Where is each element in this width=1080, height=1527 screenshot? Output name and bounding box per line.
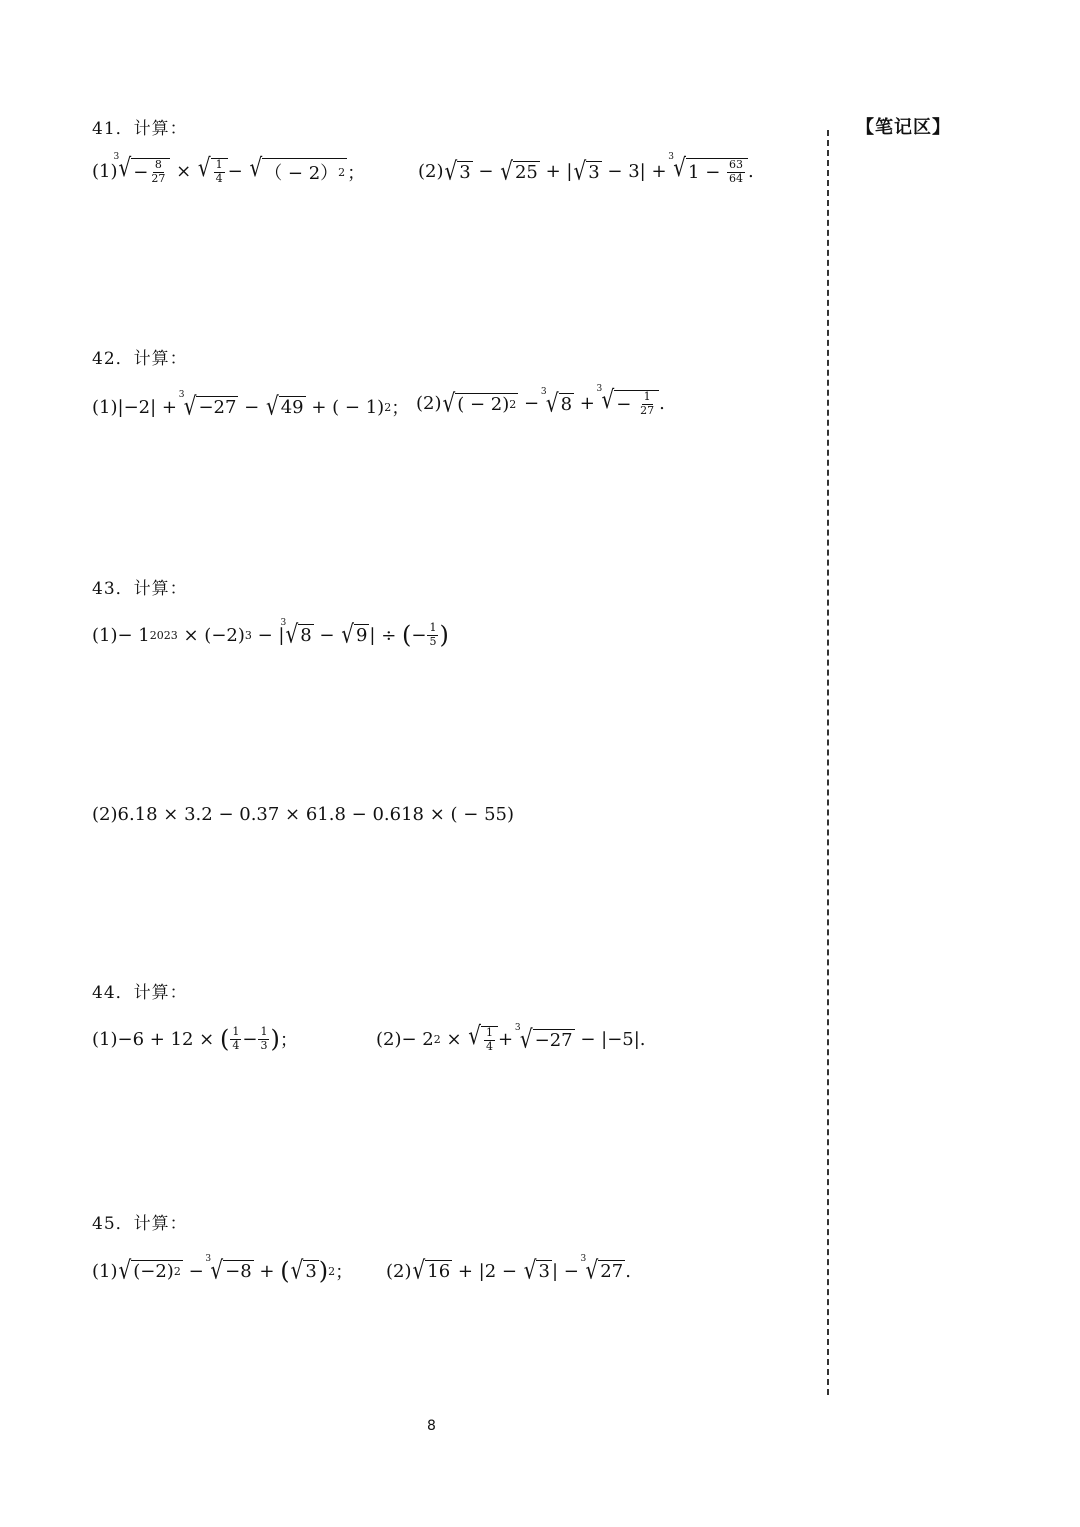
problem-45-part-2: (2) √ 16 + |2 − √ 3 | − 3 √ 27 . bbox=[386, 1254, 631, 1285]
problem-45-part-1: (1) √ (−2) 2 − 3 √ −8 + ( √ 3 ) 2 ； bbox=[92, 1254, 354, 1285]
page-number: 8 bbox=[427, 1418, 436, 1434]
part-label: (2) bbox=[418, 161, 444, 183]
problem-42-heading: 42．计算： bbox=[92, 349, 188, 369]
problem-43-heading: 43．计算： bbox=[92, 579, 188, 599]
part-label: (1) bbox=[92, 624, 118, 646]
part-label: (1) bbox=[92, 1028, 118, 1050]
problem-41-part-2: (2) √ 3 − √ 25 + | √ 3 − 3| + 3 √ 1 − $\frac{63}{64}$ . bbox=[418, 152, 754, 186]
part-label: (1) bbox=[92, 161, 118, 183]
part-label: (2) bbox=[386, 1260, 412, 1282]
problem-43-part-1: (1) − 1 2023 × (−2) 3 − | 3 √ 8 − √ 9 | ÷ ( − $\frac{1}{5}$ ) bbox=[92, 618, 449, 650]
problem-45-heading: 45．计算： bbox=[92, 1214, 188, 1234]
part-label: (1) bbox=[92, 1260, 118, 1282]
problem-44-heading: 44．计算： bbox=[92, 983, 188, 1003]
problem-43-part-2: (2)6.18 × 3.2 − 0.37 × 61.8 − 0.618 × ( − 55) bbox=[92, 804, 514, 825]
problem-42-part-2: (2) √ ( − 2) 2 − 3 √ 8 + 3 √ − $\frac{1}{27}$ . bbox=[416, 384, 665, 418]
problem-44-part-2: (2) − 2 2 × √ $\frac{1}{4}$ + 3 √ −27 − |−5|. bbox=[376, 1020, 646, 1054]
problem-41-heading: 41．计算： bbox=[92, 119, 188, 139]
part-label: (2) bbox=[376, 1029, 402, 1051]
notes-divider bbox=[827, 130, 829, 1395]
part-label: (2) bbox=[416, 393, 442, 415]
problem-42-part-1: (1) |−2| + 3 √ −27 − √ 49 + ( − 1) 2 ； bbox=[92, 390, 410, 421]
notes-area-label: 【笔记区】 bbox=[856, 117, 951, 138]
part-label: (1) bbox=[92, 396, 118, 418]
problem-41-part-1: (1) 3 √ − $\frac{8}{27}$ × √ $\frac{1}{4}$ − √ （ − 2） 2 ； bbox=[92, 152, 366, 185]
problem-44-part-1: (1) −6 + 12 × ( $\frac{1}{4}$ − $\frac{1}{3}$ ) ； bbox=[92, 1025, 298, 1054]
